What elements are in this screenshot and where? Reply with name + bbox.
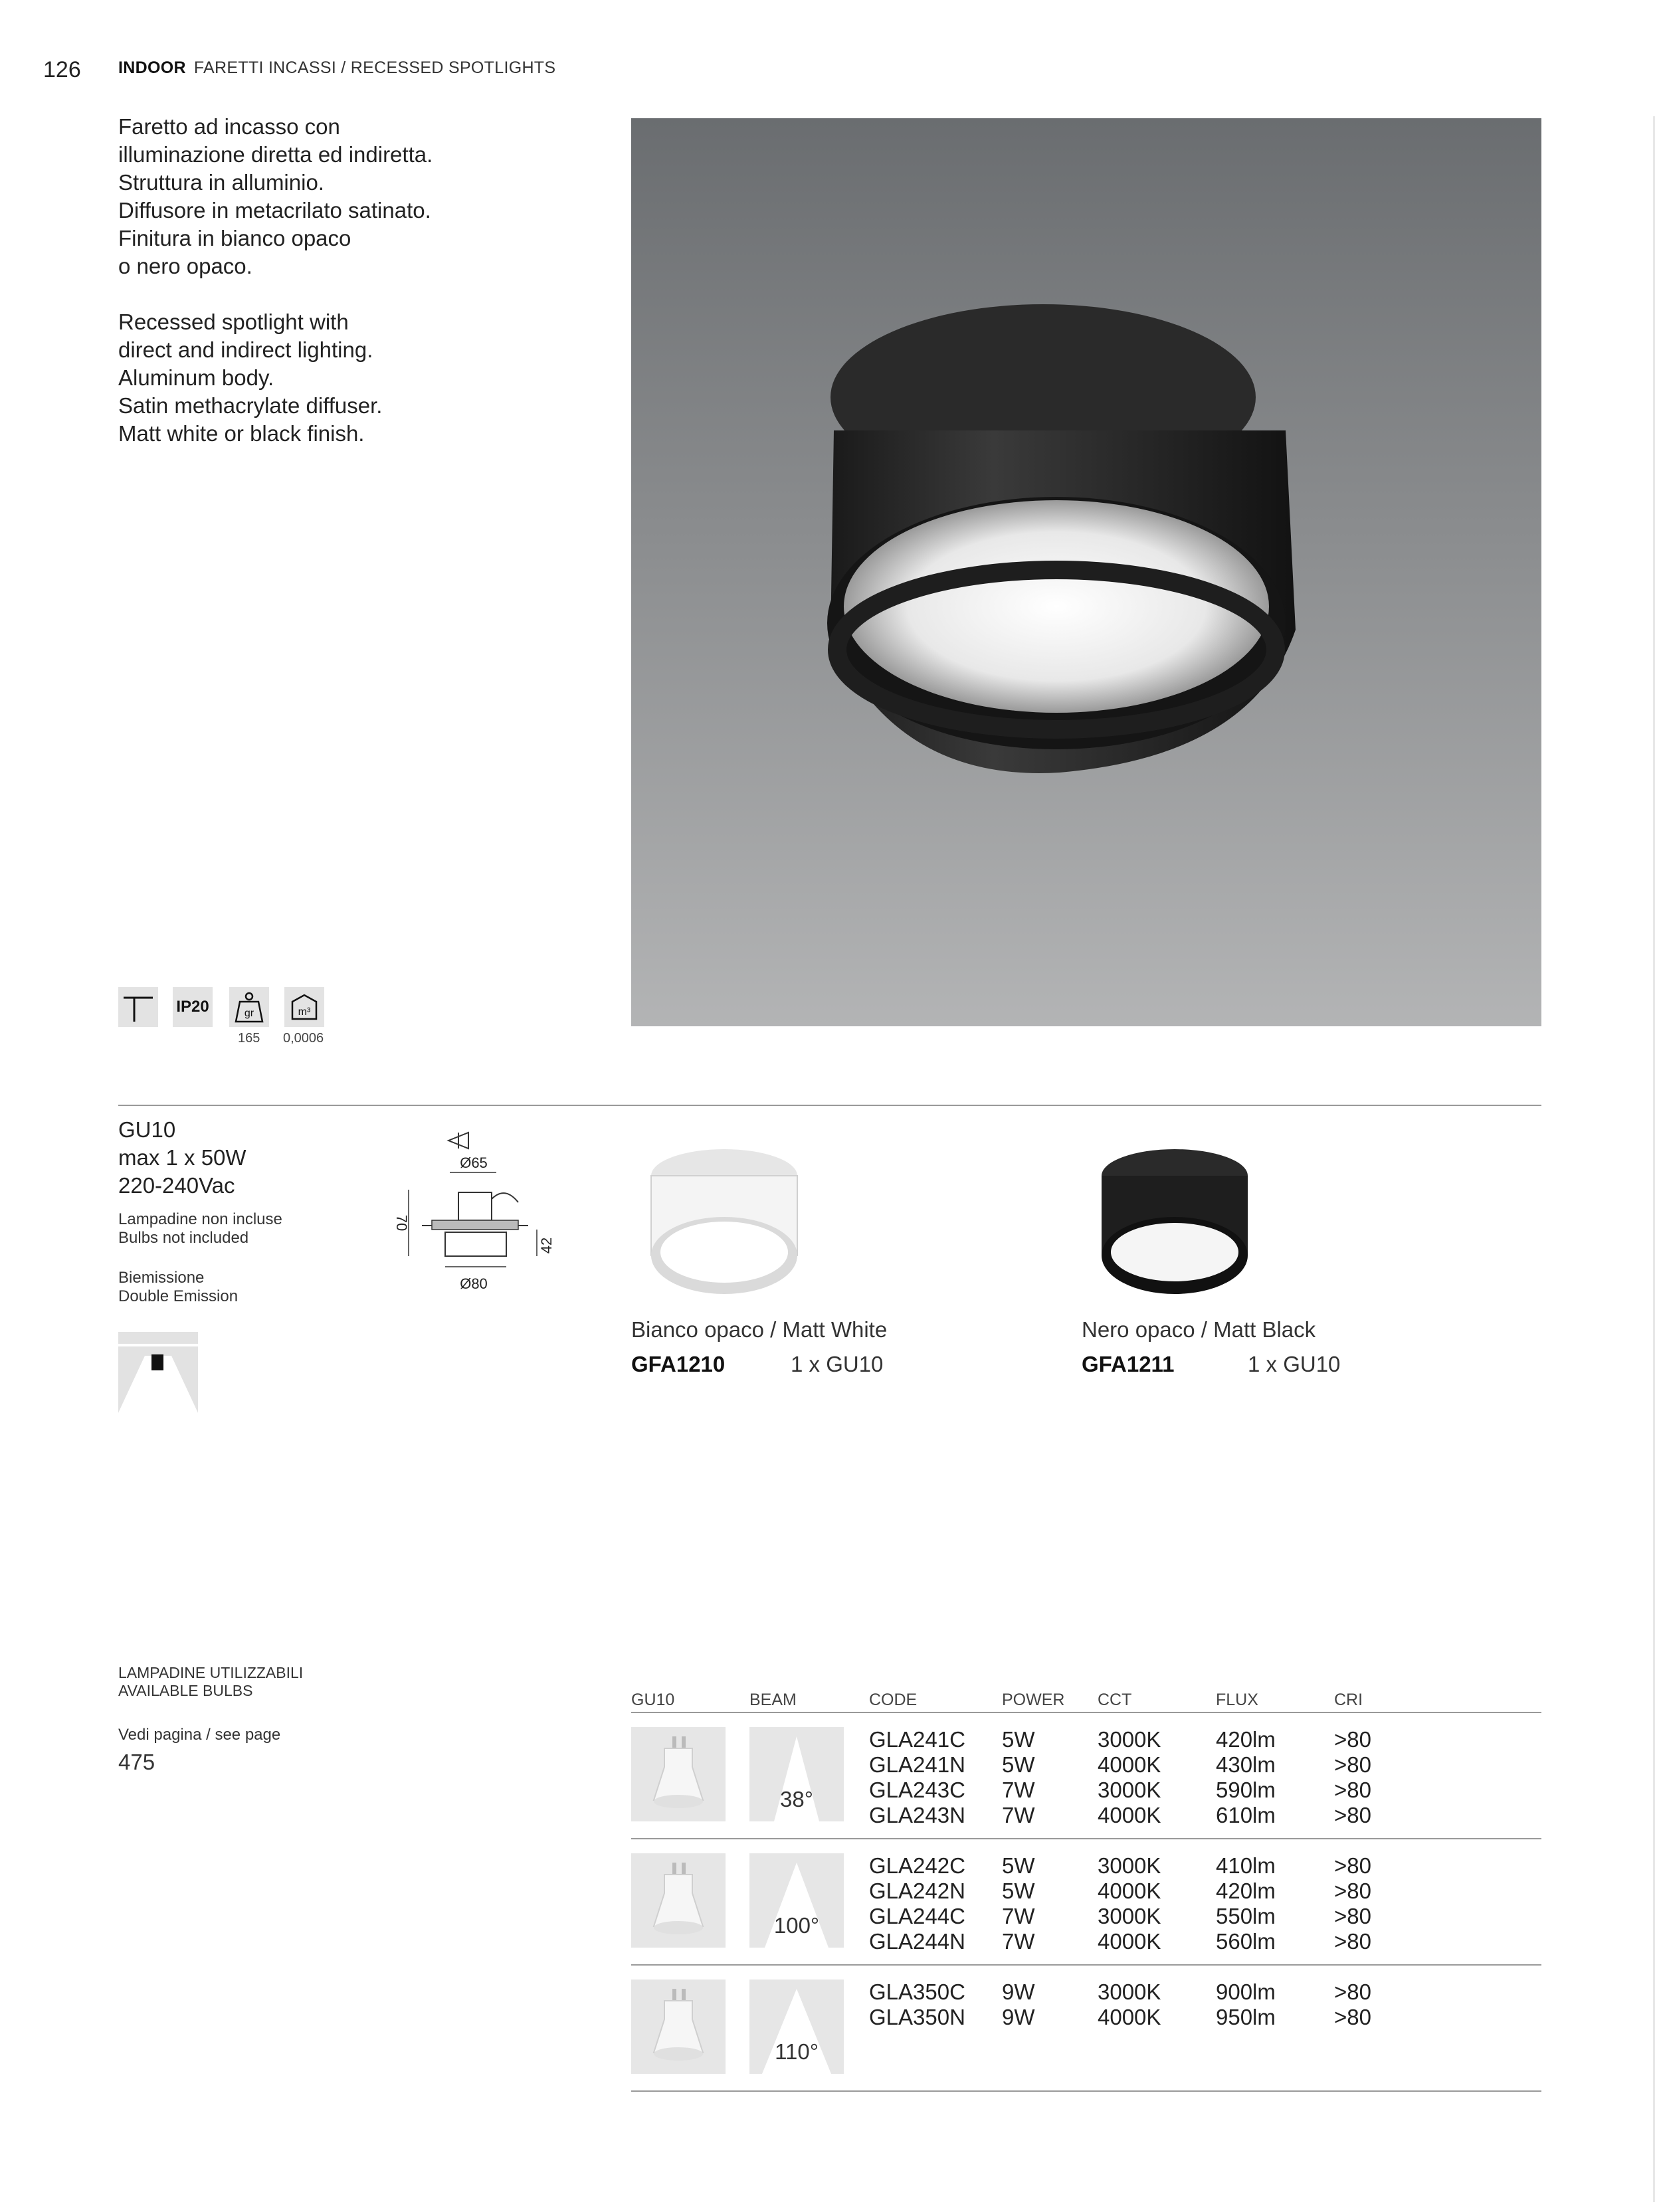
bulb-power-cell: 9W	[1002, 1980, 1035, 2004]
svg-text:m³: m³	[298, 1006, 311, 1018]
beam-angle-label: 110°	[775, 2039, 819, 2064]
bulb-flux-cell: 550lm	[1216, 1904, 1276, 1928]
see-page-number: 475	[118, 1750, 155, 1774]
variant-white	[631, 1129, 887, 1377]
weight-value: 165	[238, 1031, 260, 1046]
bulb-cct-cell: 3000K	[1098, 1904, 1161, 1928]
col-header-beam: BEAM	[749, 1691, 797, 1709]
description-english: Recessed spotlight with direct and indirect lighting. Aluminum body. Satin methacrylate diffuser. Matt white or black finish.	[118, 310, 383, 446]
svg-text:gr: gr	[244, 1008, 254, 1019]
bulb-flux-cell: 430lm	[1216, 1752, 1276, 1777]
ip-rating-badge: IP20	[173, 987, 213, 1027]
bulb-power-cell: 7W	[1002, 1778, 1035, 1802]
bulb-code-cell: GLA244N	[869, 1929, 965, 1954]
col-header-cri: CRI	[1334, 1691, 1363, 1709]
recessed-mount-icon	[118, 987, 158, 1027]
bulb-code-cell: GLA244C	[869, 1904, 965, 1928]
bulb-power-cell: 7W	[1002, 1904, 1035, 1928]
white-spotlight-thumbnail	[631, 1129, 817, 1309]
bulb-cct-cell: 4000K	[1098, 1879, 1161, 1903]
bulb-thumbnail	[631, 1980, 726, 2074]
spec-socket: GU10	[118, 1117, 176, 1142]
bulb-code-cell: GLA241C	[869, 1727, 965, 1752]
section-title: INDOOR	[118, 58, 186, 77]
volume-value: 0,0006	[283, 1031, 324, 1046]
page-edge-rule	[1653, 116, 1655, 2202]
bulb-flux-cell: 410lm	[1216, 1853, 1276, 1878]
col-header-cct: CCT	[1098, 1691, 1132, 1709]
variant-black-code: GFA1211	[1082, 1352, 1175, 1376]
dim-outer-diameter: Ø80	[460, 1275, 488, 1292]
bulb-group-divider	[631, 1838, 1541, 1839]
bulb-power-cell: 5W	[1002, 1879, 1035, 1903]
black-spotlight-thumbnail	[1082, 1129, 1268, 1309]
see-page	[118, 1726, 280, 1775]
spec-power: max 1 x 50W	[118, 1145, 246, 1170]
variant-black-finish: Nero opaco / Matt Black	[1082, 1317, 1316, 1342]
page-header	[118, 58, 555, 78]
bulb-code-cell: GLA241N	[869, 1752, 965, 1777]
bulb-cct-cell: 3000K	[1098, 1727, 1161, 1752]
bulb-group-divider	[631, 2090, 1541, 2092]
bulb-cri-cell: >80	[1334, 1980, 1371, 2004]
bulb-cct-cell: 3000K	[1098, 1853, 1161, 1878]
page-number: 126	[43, 57, 81, 82]
technical-drawing	[382, 1126, 581, 1302]
bulb-power-cell: 5W	[1002, 1853, 1035, 1878]
bulb-code-cell: GLA242N	[869, 1879, 965, 1903]
bulb-flux-cell: 900lm	[1216, 1980, 1276, 2004]
bulbs-header-rule	[631, 1712, 1541, 1713]
bulb-flux-cell: 610lm	[1216, 1803, 1276, 1827]
bulb-power-cell: 7W	[1002, 1929, 1035, 1954]
volume-icon	[284, 987, 324, 1027]
bulb-flux-cell: 420lm	[1216, 1879, 1276, 1903]
see-page-label: Vedi pagina / see page	[118, 1726, 281, 1744]
col-header-gu10: GU10	[631, 1691, 675, 1709]
bulb-power-cell: 9W	[1002, 2005, 1035, 2029]
black-spotlight-illustration	[631, 118, 1541, 1026]
bulb-cri-cell: >80	[1334, 2005, 1371, 2029]
bulb-thumbnail	[631, 1853, 726, 1948]
bulb-power-cell: 5W	[1002, 1752, 1035, 1777]
variant-white-lamp: 1 x GU10	[791, 1352, 884, 1376]
bulb-cri-cell: >80	[1334, 1929, 1371, 1954]
dim-hole-diameter: Ø65	[460, 1154, 488, 1171]
dim-total-height: 70	[393, 1214, 410, 1232]
description-italian: Faretto ad incasso con illuminazione diretta ed indiretta. Struttura in alluminio. Diffusore in metacrilato satinato. Finitura in bianco opaco o nero opaco.	[118, 114, 433, 278]
bulb-cri-cell: >80	[1334, 1727, 1371, 1752]
bulb-cri-cell: >80	[1334, 1803, 1371, 1827]
variant-white-finish: Bianco opaco / Matt White	[631, 1317, 888, 1342]
bulbs-note-en: Bulbs not included	[118, 1229, 249, 1247]
weight-icon	[229, 987, 269, 1027]
bulb-code-cell: GLA350C	[869, 1980, 965, 2004]
variant-white-code: GFA1210	[631, 1352, 726, 1376]
bulb-flux-cell: 950lm	[1216, 2005, 1276, 2029]
bulb-flux-cell: 560lm	[1216, 1929, 1276, 1954]
bulb-cct-cell: 4000K	[1098, 1929, 1161, 1954]
emission-it: Biemissione	[118, 1269, 205, 1287]
bulb-cri-cell: >80	[1334, 1853, 1371, 1878]
bulb-power-cell: 7W	[1002, 1803, 1035, 1827]
col-header-power: POWER	[1002, 1691, 1065, 1709]
bulb-cct-cell: 4000K	[1098, 1752, 1161, 1777]
bulb-cct-cell: 4000K	[1098, 1803, 1161, 1827]
section-divider	[118, 1105, 1541, 1106]
bulbs-title	[118, 1664, 303, 1700]
bulb-cri-cell: >80	[1334, 1752, 1371, 1777]
double-emission-icon	[118, 1332, 198, 1416]
beam-angle-diagram	[749, 1980, 844, 2074]
bulbs-title-it: LAMPADINE UTILIZZABILI	[118, 1664, 304, 1681]
emission-en: Double Emission	[118, 1287, 239, 1305]
col-header-flux: FLUX	[1216, 1691, 1258, 1709]
category-title: FARETTI INCASSI / RECESSED SPOTLIGHTS	[193, 58, 556, 77]
product-hero-image	[631, 118, 1541, 1026]
variant-black-lamp: 1 x GU10	[1248, 1352, 1341, 1376]
bulbs-note-it: Lampadine non incluse	[118, 1210, 282, 1228]
dim-visible-height: 42	[538, 1237, 555, 1254]
bulb-power-cell: 5W	[1002, 1727, 1035, 1752]
bulb-code-cell: GLA243N	[869, 1803, 965, 1827]
product-description	[118, 113, 597, 476]
col-header-code: CODE	[869, 1691, 918, 1709]
bulb-cct-cell: 4000K	[1098, 2005, 1161, 2029]
bulb-cri-cell: >80	[1334, 1778, 1371, 1802]
bulb-flux-cell: 590lm	[1216, 1778, 1276, 1802]
beam-angle-label: 100°	[773, 1913, 820, 1938]
bulb-cct-cell: 3000K	[1098, 1778, 1161, 1802]
bulb-group-divider	[631, 1964, 1541, 1966]
bulbs-title-en: AVAILABLE BULBS	[118, 1682, 253, 1699]
bulb-code-cell: GLA350N	[869, 2005, 965, 2029]
technical-specs	[118, 1116, 282, 1306]
variant-black	[1082, 1129, 1340, 1377]
beam-angle-label: 38°	[780, 1787, 813, 1811]
beam-angle-diagram	[749, 1727, 844, 1821]
bulb-cct-cell: 3000K	[1098, 1980, 1161, 2004]
bulb-thumbnail	[631, 1727, 726, 1821]
bulb-flux-cell: 420lm	[1216, 1727, 1276, 1752]
bulb-code-cell: GLA242C	[869, 1853, 965, 1878]
bulb-cri-cell: >80	[1334, 1904, 1371, 1928]
spec-voltage: 220-240Vac	[118, 1173, 235, 1198]
bulb-code-cell: GLA243C	[869, 1778, 965, 1802]
beam-angle-diagram	[749, 1853, 844, 1948]
bulb-cri-cell: >80	[1334, 1879, 1371, 1903]
